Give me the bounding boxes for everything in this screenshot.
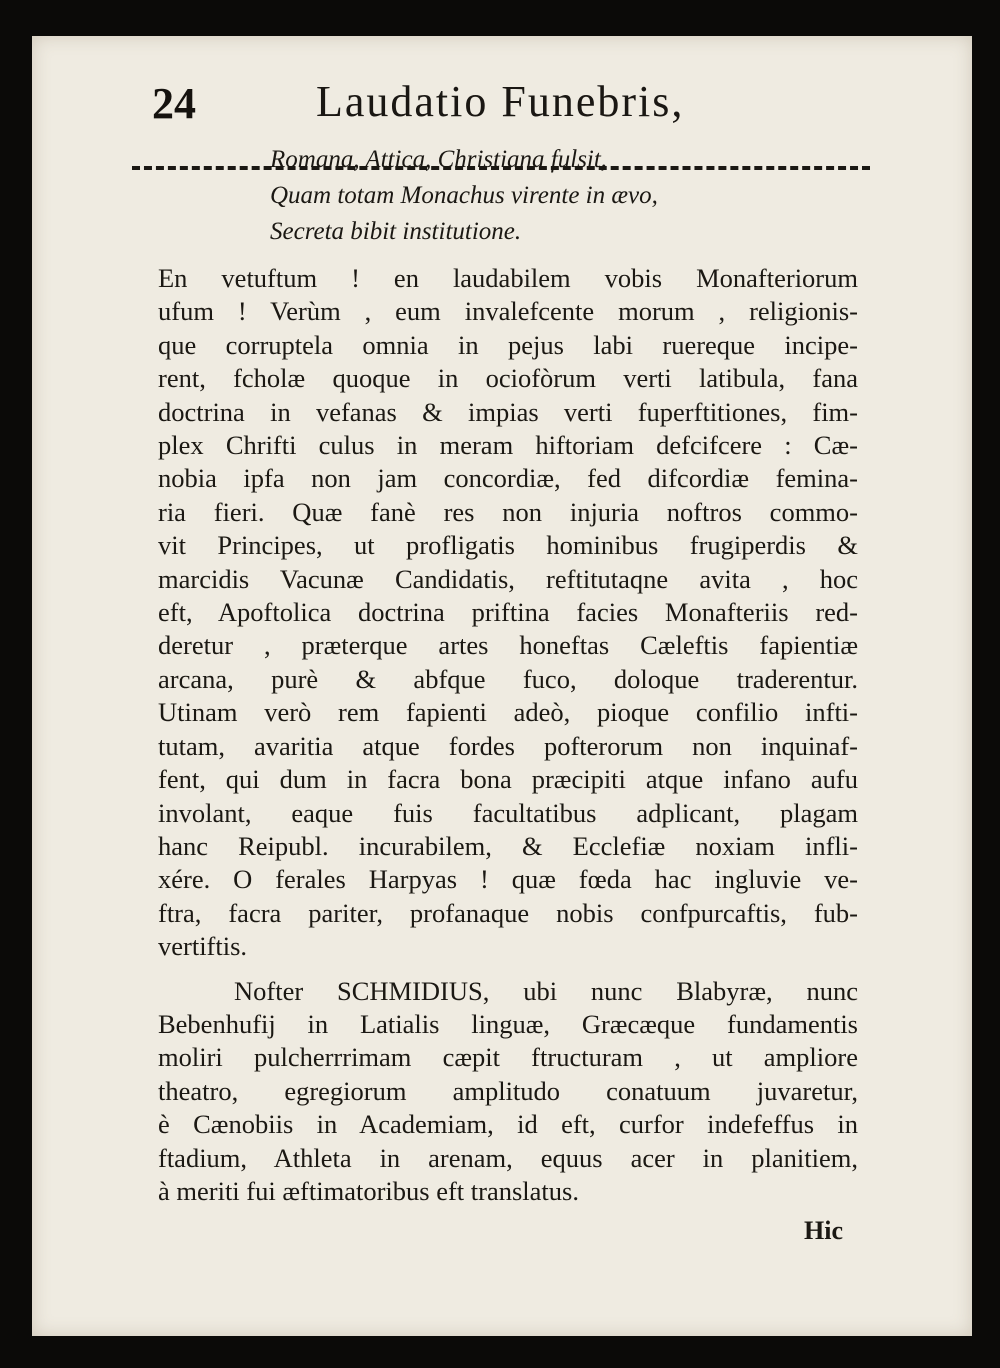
text-line: ftra, facra pariter, profanaque nobis confpurcaftis, fub- — [158, 897, 858, 928]
text-line: doctrina in vefanas & impias verti fuperftitiones, fim- — [158, 396, 858, 427]
verse-line: Quam totam Monachus virente in ævo, — [270, 182, 658, 209]
text-line: Nofter SCHMIDIUS, ubi nunc Blabyræ, nunc — [234, 975, 858, 1006]
verse-quotation — [270, 142, 658, 250]
text-line: è Cænobiis in Academiam, id eft, curfor indefeffus in — [158, 1109, 858, 1140]
text-line: vertiftis. — [158, 931, 248, 962]
text-line: Bebenhufij in Latialis linguæ, Græcæque fundamentis — [158, 1008, 858, 1039]
page-number: 24 — [152, 79, 196, 128]
running-title: Laudatio Funebris, — [316, 77, 685, 126]
text-line: fent, qui dum in facra bona præcipiti atque infano aufu — [158, 764, 858, 795]
catchword: Hic — [804, 1216, 843, 1245]
text-line: plex Chrifti culus in meram hiftoriam defcifcere : Cæ- — [158, 430, 858, 461]
text-line: xére. O ferales Harpyas ! quæ fœda hac ingluvie ve- — [158, 864, 858, 895]
text-line: En vetuftum ! en laudabilem vobis Monafteriorum — [158, 263, 858, 293]
text-line: involant, eaque fuis facultatibus adplicant, plagam — [158, 797, 858, 828]
page-header — [32, 76, 972, 146]
verse-line: Secreta bibit institutione. — [270, 218, 522, 245]
text-line: hanc Reipubl. incurabilem, & Ecclefiæ noxiam infli- — [158, 830, 858, 861]
text-line: marcidis Vacunæ Candidatis, reftitutaqne avita , hoc — [158, 563, 858, 594]
text-line: theatro, egregiorum amplitudo conatuum juvaretur, — [158, 1075, 858, 1106]
text-line: que corruptela omnia in pejus labi ruereque incipe- — [158, 329, 858, 360]
text-line: eft, Apoftolica doctrina priftina facies Monafteriis red- — [158, 597, 858, 628]
verse-line: Romana, Attica, Christiana fulsit, — [270, 146, 608, 173]
text-line: tutam, avaritia atque fordes pofterorum non inquinaf- — [158, 730, 858, 761]
text-line: vit Principes, ut profligatis hominibus frugiperdis & — [158, 530, 858, 561]
text-line: ria fieri. Quæ fanè res non injuria noftros commo- — [158, 496, 858, 527]
text-line: moliri pulcherrrimam cæpit ftructuram , ut ampliore — [158, 1042, 858, 1073]
text-line: Utinam verò rem fapienti adeò, pioque confilio infti- — [158, 697, 858, 728]
text-line: ftadium, Athleta in arenam, equus acer in planitiem, — [158, 1142, 858, 1173]
text-line: ufum ! Verùm , eum invalefcente morum , religionis- — [158, 296, 858, 327]
body-text — [158, 262, 858, 1208]
text-line: à meriti fui æftimatoribus eft translatus. — [158, 1175, 579, 1206]
book-page — [32, 36, 972, 1336]
text-line: deretur , præterque artes honeftas Cæleftis fapientiæ — [158, 630, 858, 661]
text-line: nobia ipfa non jam concordiæ, fed difcordiæ femina- — [158, 463, 858, 494]
text-line: rent, fcholæ quoque in ociofòrum verti latibula, fana — [158, 363, 858, 394]
text-line: arcana, purè & abfque fuco, doloque traderentur. — [158, 663, 858, 694]
